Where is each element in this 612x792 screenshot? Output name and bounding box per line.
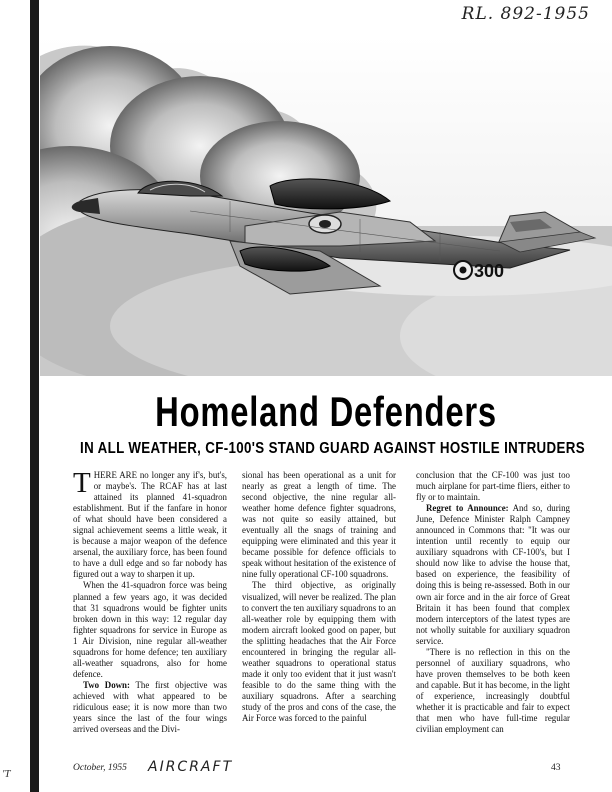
footer-date: October, 1955 xyxy=(73,763,127,773)
paragraph: THERE ARE no longer any if's, but's, or maybe's. The RCAF has at last attained its planned 41-squadron establishment. But if the fanfare in honor of what should have been considered a signal achievement seems a little weak, it is because a major weapon of the defence arsenal, the auxiliary force, has been found to have a dull edge and so far nobody has figured out a way to sharpen it up. xyxy=(73,467,227,580)
paragraph: The third objective, as originally visualized, will never be realized. The plan to convert the ten auxiliary squadrons to an all-weather role by equipping them with modern aircraft looked good on paper, but the splitting headaches that the Air Force encountered in bringing the regular all-weather squadrons to operational status made it only too evident that it just wasn't feasible to do the same thing with the auxiliary squadrons. After a searching study of the pros and cons of the case, the Air Force was forced to the painful xyxy=(242,580,396,724)
paragraph: sional has been operational as a unit for nearly as great a length of time. The second objective, the nine regular all-weather home defence fighter squadrons, was not quite so easily attained, but eventually all the snags of training and equipping were eliminated and this year it became possible for defence officials to speak without hesitation of the existence of nine fully operational CF-100 squadrons. xyxy=(242,470,396,580)
paragraph: Regret to Announce: And so, during June, Defence Minister Ralph Campney announced in Commons that: "It was our intention until recently to equip our auxiliary squadrons with CF-100's, but I should now like to advise the house that, based on experience, the feasibility of doing this is being re-assessed. Both in our own air force and in the air force of Great Britain it has been found that complex modern interceptors of the latest types are not wholly suitable for auxiliary squadron service. xyxy=(416,503,570,646)
binding-edge xyxy=(30,0,39,792)
body-column-3 xyxy=(416,470,570,735)
run-in-head: Two Down: xyxy=(83,679,130,690)
paragraph: "There is no reflection in this on the personnel of auxiliary squadrons, who have proven themselves to be both keen and capable. But it has become, in the light of experience, increasingly doubtful whether it is practicable and fair to expect that men who have full-time regular civilian employment can xyxy=(416,646,570,735)
cf100-photo xyxy=(40,36,612,376)
run-in-head: Regret to Announce: xyxy=(426,503,509,514)
paragraph: conclusion that the CF-100 was just too much airplane for part-time fliers, either to fly or to maintain. xyxy=(416,470,570,503)
page-number: 43 xyxy=(551,763,561,773)
aircraft-number: 300 xyxy=(474,261,505,281)
footer-magazine: AIRCRAFT xyxy=(148,759,234,775)
edge-mark: 'T xyxy=(2,768,11,780)
paragraph: When the 41-squadron force was being planned a few years ago, it was decided that 31 squadrons would be fighter units broken down in this way: 12 regular day fighter squadrons for service in Europe as 1 Air Division, nine regular all-weather squadrons for home defence; ten auxiliary all-weather squadrons, also for home defence. xyxy=(73,580,227,679)
body-column-1 xyxy=(73,467,227,735)
headline: Homeland Defenders xyxy=(155,388,497,435)
paragraph: Two Down: The first objective was achieved with what appeared to be ridiculous ease; it is now more than two years since the last of the four wings arrived overseas and the Divi- xyxy=(73,679,227,735)
body-column-2 xyxy=(242,470,396,724)
drop-cap: T xyxy=(73,467,91,499)
handwritten-note: RL. 892-1955 xyxy=(461,4,590,24)
aircraft-illustration xyxy=(40,36,612,376)
subheadline: IN ALL WEATHER, CF-100'S STAND GUARD AGAINST HOSTILE INTRUDERS xyxy=(80,440,585,457)
